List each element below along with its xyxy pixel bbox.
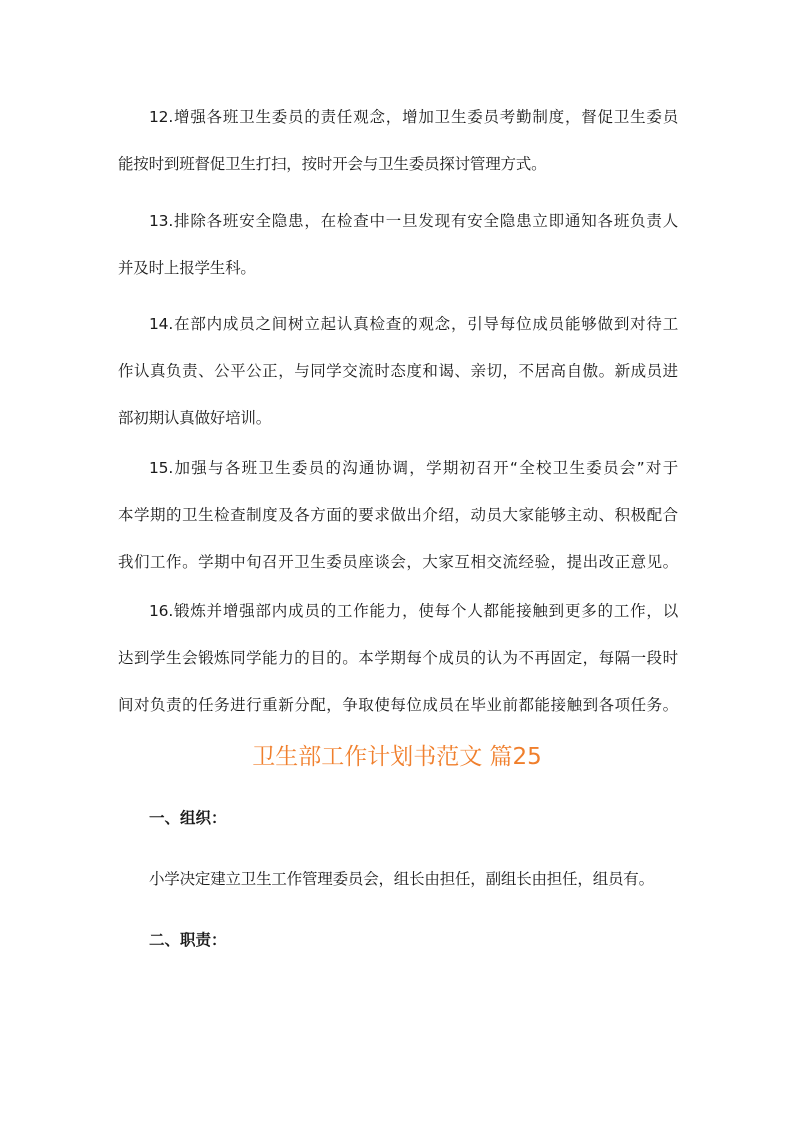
subheading-duties: 二、职责：: [149, 931, 227, 949]
subheading-organization: 一、组织：: [149, 809, 227, 827]
section-heading: 卫生部工作计划书范文 篇25: [252, 744, 542, 770]
paragraph-line: 达到学生会锻炼同学能力的目的。本学期每个成员的认为不再固定，每隔一段时: [118, 649, 678, 667]
paragraph-line: 13.排除各班安全隐患，在检查中一旦发现有安全隐患立即通知各班负责人: [149, 212, 678, 230]
paragraph-line: 16.锻炼并增强部内成员的工作能力，使每个人都能接触到更多的工作，以: [149, 602, 678, 620]
paragraph-line: 能按时到班督促卫生打扫，按时开会与卫生委员探讨管理方式。: [118, 155, 547, 173]
paragraph-line: 部初期认真做好培训。: [118, 409, 272, 427]
paragraph-line: 并及时上报学生科。: [118, 259, 256, 277]
paragraph-line: 12.增强各班卫生委员的责任观念，增加卫生委员考勤制度，督促卫生委员: [149, 108, 678, 126]
paragraph-14: [118, 301, 678, 442]
paragraph-line: 作认真负责、公平公正，与同学交流时态度和谒、亲切，不居高自傲。新成员进: [118, 362, 678, 380]
paragraph-line: 本学期的卫生检查制度及各方面的要求做出介绍，动员大家能够主动、积极配合: [118, 506, 678, 524]
organization-text: 小学决定建立卫生工作管理委员会，组长由担任，副组长由担任，组员有。: [149, 870, 654, 888]
paragraph-12: [118, 94, 678, 188]
paragraph-16: [118, 588, 678, 729]
paragraph-line: 我们工作。学期中旬召开卫生委员座谈会，大家互相交流经验，提出改正意见。: [118, 553, 678, 571]
paragraph-15: [118, 445, 678, 586]
paragraph-line: 间对负责的任务进行重新分配，争取使每位成员在毕业前都能接触到各项任务。: [118, 696, 678, 714]
paragraph-line: 15.加强与各班卫生委员的沟通协调，学期初召开“全校卫生委员会”对于: [149, 459, 678, 477]
paragraph-line: 14.在部内成员之间树立起认真检查的观念，引导每位成员能够做到对待工: [149, 315, 678, 333]
paragraph-13: [118, 198, 678, 292]
